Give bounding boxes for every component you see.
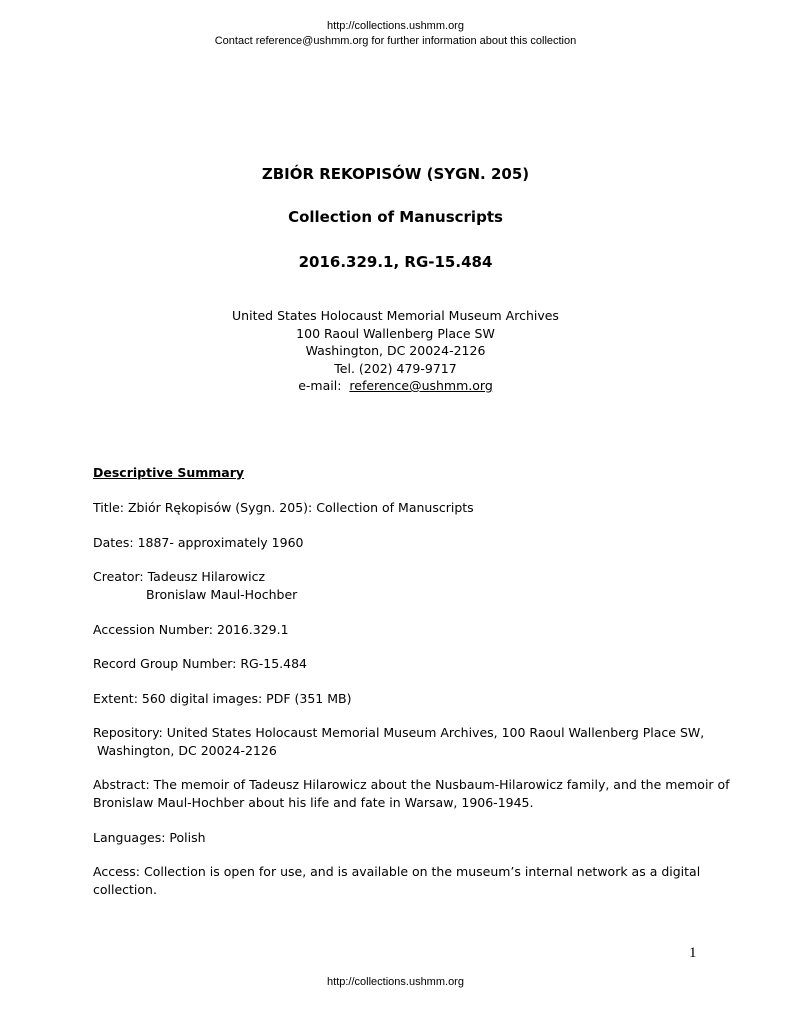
address-city: Washington, DC 20024-2126 [305, 343, 486, 358]
summary-extent: Extent: 560 digital images: PDF (351 MB) [93, 691, 352, 706]
summary-languages: Languages: Polish [93, 830, 206, 845]
header-contact-line: Contact reference@ushmm.org for further information about this collection [214, 35, 577, 47]
address-org: United States Holocaust Memorial Museum Archives [232, 308, 559, 323]
page-number: 1 [689, 945, 697, 961]
title-polish: ZBIÓR REKOPISÓW (SYGN. 205) [261, 165, 530, 183]
repository-line-1: Repository: United States Holocaust Memorial Museum Archives, 100 Raoul Wallenberg Place SW, [93, 725, 705, 740]
header-url[interactable]: http://collections.ushmm.org [327, 20, 464, 32]
summary-accession-number: Accession Number: 2016.329.1 [93, 622, 289, 637]
title-english: Collection of Manuscripts [288, 208, 503, 226]
summary-record-group-number: Record Group Number: RG-15.484 [93, 656, 307, 671]
creator-line-2: Bronislaw Maul-Hochber [146, 586, 298, 602]
abstract-line-2: Bronislaw Maul-Hochber about his life and fate in Warsaw, 1906-1945. [93, 794, 534, 810]
address-block [0, 307, 791, 395]
repository-line-2: Washington, DC 20024-2126 [93, 742, 277, 758]
footer-url[interactable]: http://collections.ushmm.org [327, 976, 464, 988]
summary-creator [93, 568, 703, 603]
summary-dates: Dates: 1887- approximately 1960 [93, 535, 304, 550]
address-email-line [0, 377, 791, 395]
summary-repository [93, 724, 703, 759]
email-link[interactable]: reference@ushmm.org [349, 378, 493, 393]
summary-abstract [93, 776, 730, 811]
address-tel: Tel. (202) 479-9717 [334, 360, 457, 376]
section-heading-descriptive-summary: Descriptive Summary [93, 465, 245, 480]
access-line-2: collection. [93, 881, 157, 897]
summary-title: Title: Zbiór Rękopisów (Sygn. 205): Collection of Manuscripts [93, 500, 474, 515]
access-line-1: Access: Collection is open for use, and is available on the museum’s internal network as a digital [93, 864, 701, 879]
address-street: 100 Raoul Wallenberg Place SW [296, 325, 495, 341]
title-identifiers: 2016.329.1, RG-15.484 [298, 253, 493, 271]
email-label: e-mail: [298, 378, 350, 393]
summary-access [93, 863, 703, 898]
creator-line-1: Creator: Tadeusz Hilarowicz [93, 569, 266, 584]
abstract-line-1: Abstract: The memoir of Tadeusz Hilarowicz about the Nusbaum-Hilarowicz family, and the memoir of [93, 777, 730, 792]
